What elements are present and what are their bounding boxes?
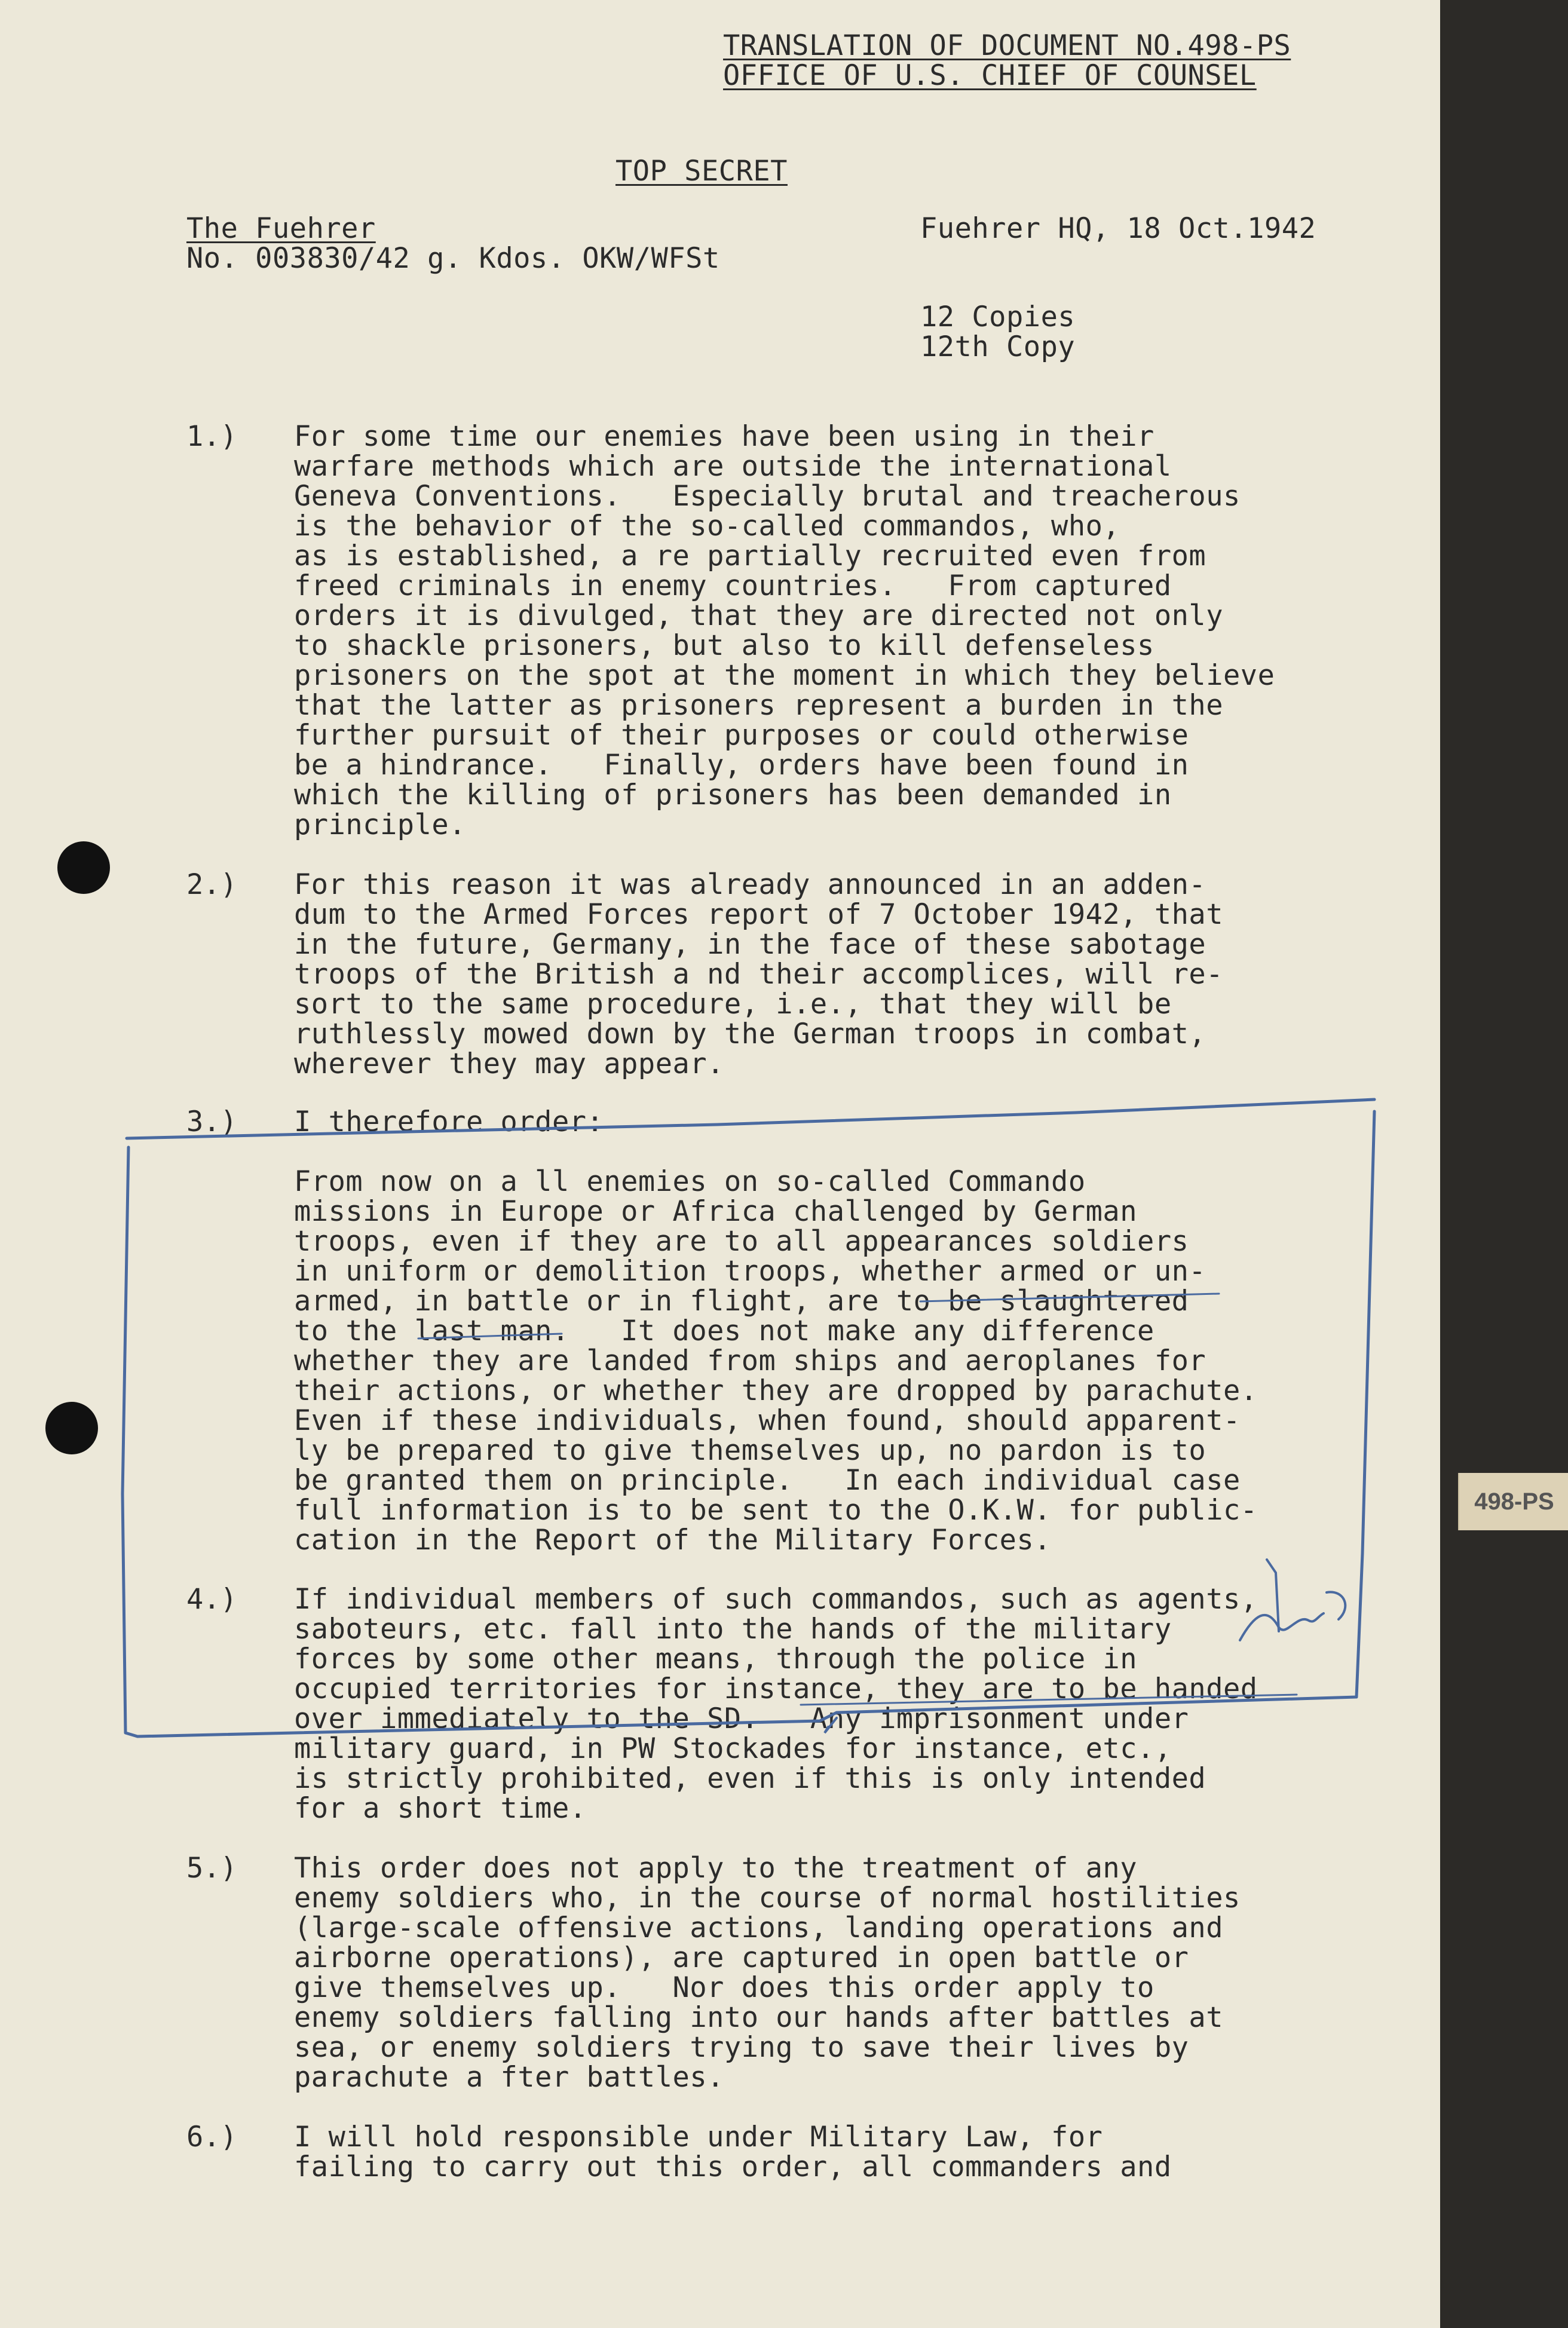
punch-hole-lower <box>45 1402 98 1454</box>
copy-number: 12th Copy <box>920 330 1076 363</box>
place-date: Fuehrer HQ, 18 Oct.1942 <box>920 212 1316 245</box>
document-side-tab: 498-PS <box>1458 1473 1568 1530</box>
binding-edge <box>1440 0 1568 2328</box>
paragraph-3-intro: I therefore order: <box>294 1105 604 1138</box>
paragraph-2-text: For this reason it was already announced in an adden- dum to the Armed Forces report of 7 October 1942, that in the future, Germany, in the face of these sabotage troops of the British a nd their accomplices, will re- sort to the same procedure, i.e., that they will be ruthlessly mowed down by the German troops in combat, wherever they may appear. <box>294 868 1224 1080</box>
sender-reference: No. 003830/42 g. Kdos. OKW/WFSt <box>186 242 720 275</box>
paragraph-3-body: From now on a ll enemies on so-called Commando missions in Europe or Africa challenged by German troops, even if they are to all appearances soldiers in uniform or demolition troops, whether armed or un- armed, in battle or in flight, are to be slaughtered to the last man. It does not make any difference whether they are landed from ships and aeroplanes for their actions, or whether they are dropped by parachute. Even if these individuals, when found, should apparent- ly be prepared to give themselves up, no pardon is to be granted them on principle. In each individual case full information is to be sent to the O.K.W. for public- cation in the Report of the Military Forces. <box>294 1165 1258 1557</box>
paragraph-5-number: 5.) <box>186 1852 237 1885</box>
header-translation-line: TRANSLATION OF DOCUMENT NO.498-PS <box>723 29 1291 62</box>
paragraph-1-text: For some time our enemies have been using in their warfare methods which are outside the international Geneva Conventions. Especially brutal and treacherous is the behavior of the so-called commandos, who, as is established, a re partially recruited even from freed criminals in enemy countries. From captured orders it is divulged, that they are directed not only to shackle prisoners, but also to kill defenseless prisoners on the spot at the moment in which they believe that the latter as prisoners represent a burden in the further pursuit of their purposes or could otherwise be a hindrance. Finally, orders have been found in which the killing of prisoners has been demanded in principle. <box>294 420 1275 841</box>
classification-marking: TOP SECRET <box>615 155 788 188</box>
paragraph-5-text: This order does not apply to the treatment of any enemy soldiers who, in the course of normal hostilities (large-scale offensive actions, landing operations and airborne operations), are captured in open battle or give themselves up. Nor does this order apply to enemy soldiers falling into our hands after battles at sea, or enemy soldiers trying to save their lives by parachute a fter battles. <box>294 1852 1241 2094</box>
paragraph-6-text: I will hold responsible under Military Law, for failing to carry out this order, all commanders and <box>294 2121 1172 2183</box>
sender-title: The Fuehrer <box>186 212 376 245</box>
paragraph-1-number: 1.) <box>186 420 237 453</box>
paragraph-2-number: 2.) <box>186 868 237 901</box>
paragraph-4-number: 4.) <box>186 1583 237 1616</box>
paragraph-6-number: 6.) <box>186 2121 237 2154</box>
paragraph-4-text: If individual members of such commandos, such as agents, saboteurs, etc. fall into the hands of the military forces by some other means, through the police in occupied territories for instance, they are to be handed over immediately to the SD. Any imprisonment under military guard, in PW Stockades for instance, etc., is strictly prohibited, even if this is only intended for a short time. <box>294 1583 1258 1825</box>
paragraph-3-number: 3.) <box>186 1105 237 1138</box>
header-office-line: OFFICE OF U.S. CHIEF OF COUNSEL <box>723 59 1257 92</box>
copies-count: 12 Copies <box>920 301 1076 333</box>
punch-hole-upper <box>57 841 110 894</box>
